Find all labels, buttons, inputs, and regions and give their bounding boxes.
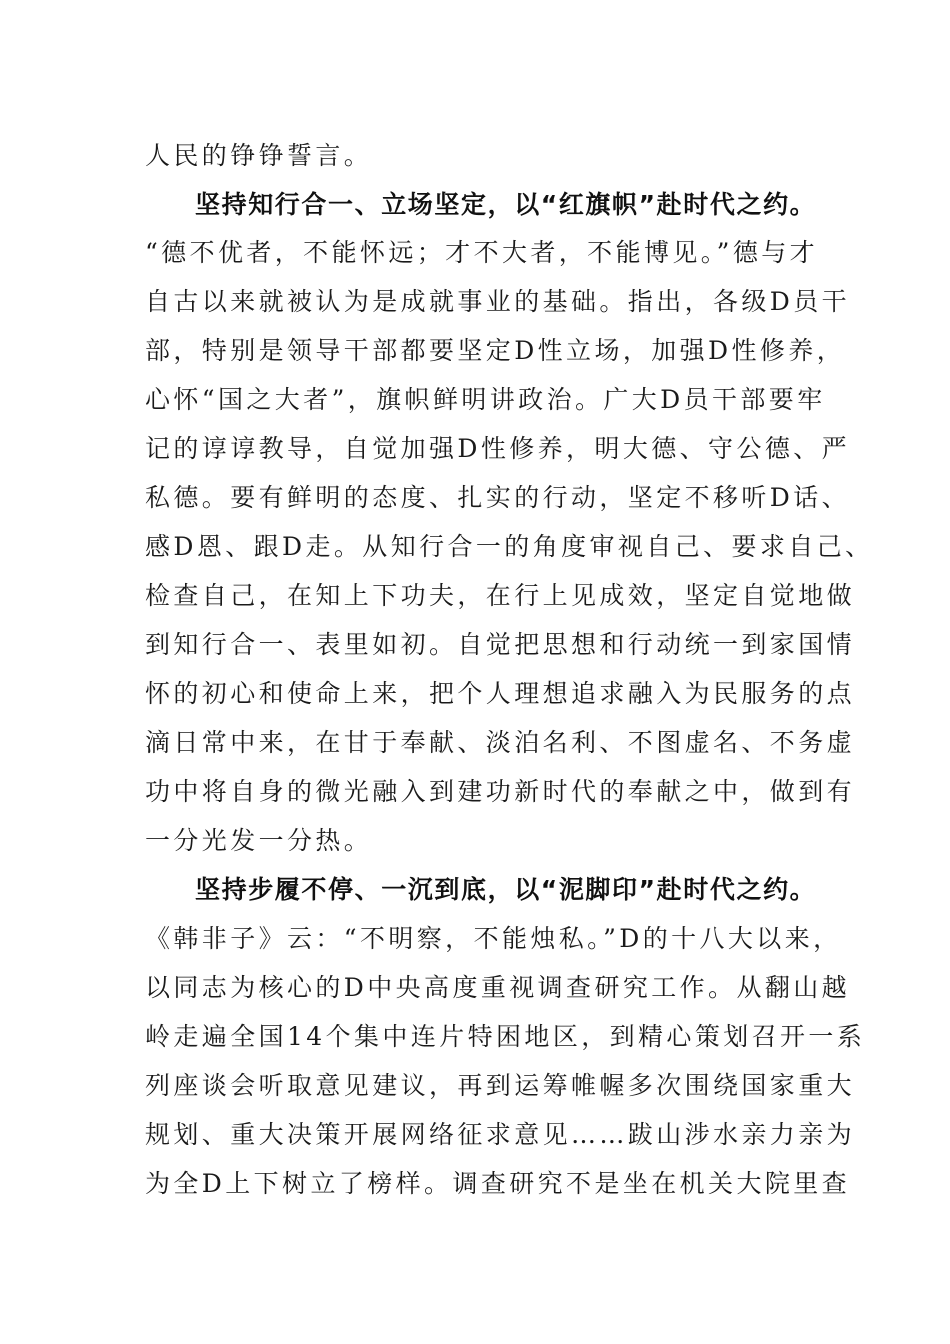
text-line: “德不优者，不能怀远；才不大者，不能博见。”德与才 xyxy=(145,238,819,267)
text-line: 怀的初心和使命上来，把个人理想追求融入为民服务的点 xyxy=(145,679,856,708)
text-line: 一分光发一分热。 xyxy=(145,826,373,855)
text-line: 滴日常中来，在甘于奉献、淡泊名利、不图虚名、不务虚 xyxy=(145,728,856,757)
text-line: 为全D上下树立了榜样。调查研究不是坐在机关大院里查 xyxy=(145,1169,851,1198)
text-line: 私德。要有鲜明的态度、扎实的行动，坚定不移听D话、 xyxy=(145,483,851,512)
text-line: 部，特别是领导干部都要坚定D性立场，加强D性修养， xyxy=(145,336,846,365)
text-line: 到知行合一、表里如初。自觉把思想和行动统一到家国情 xyxy=(145,630,856,659)
text-line: 规划、重大决策开展网络征求意见……跋山涉水亲力亲为 xyxy=(145,1120,856,1149)
text-line: 感D恩、跟D走。从知行合一的角度审视自己、要求自己、 xyxy=(145,532,874,561)
section-heading: 坚持步履不停、一沉到底，以“泥脚印”赴时代之约。 xyxy=(195,875,817,904)
text-line: 心怀“国之大者”，旗帜鲜明讲政治。广大D员干部要牢 xyxy=(145,385,826,414)
text-line: 岭走遍全国14个集中连片特困地区，到精心策划召开一系 xyxy=(145,1022,866,1051)
text-line: 《韩非子》云：“不明察，不能烛私。”D的十八大以来， xyxy=(145,924,842,953)
text-line: 以同志为核心的D中央高度重视调查研究工作。从翻山越 xyxy=(145,973,851,1002)
text-line: 检查自己，在知上下功夫，在行上见成效，坚定自觉地做 xyxy=(145,581,856,610)
text-line: 人民的铮铮誓言。 xyxy=(145,141,373,170)
text-line: 自古以来就被认为是成就事业的基础。指出，各级D员干 xyxy=(145,287,851,316)
text-line: 列座谈会听取意见建议，再到运筹帷幄多次围绕国家重大 xyxy=(145,1071,856,1100)
text-line: 功中将自身的微光融入到建功新时代的奉献之中，做到有 xyxy=(145,777,856,806)
section-heading: 坚持知行合一、立场坚定，以“红旗帜”赴时代之约。 xyxy=(195,190,817,219)
text-line: 记的谆谆教导，自觉加强D性修养，明大德、守公德、严 xyxy=(145,434,851,463)
